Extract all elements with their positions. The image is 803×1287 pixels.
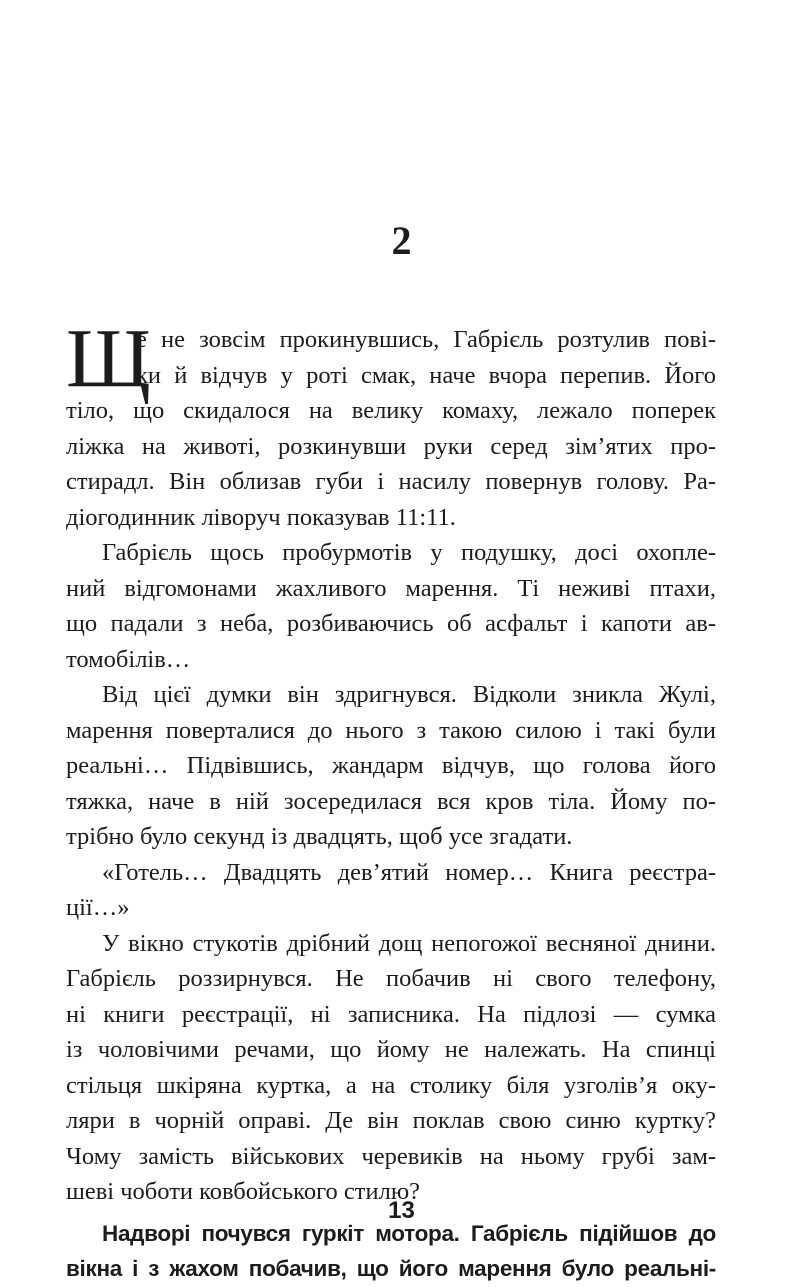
paragraph-4 (66, 855, 716, 926)
text-line: діогодинник ліворуч показував 11:11. (66, 503, 456, 531)
text-line: ції…» (66, 894, 130, 921)
text-line: Габрієль щось пробурмотів у подушку, досі охопле- (102, 539, 716, 566)
text-line: шеві чоботи ковбойського стилю? (66, 1178, 420, 1205)
text-line: томобілів… (66, 645, 191, 673)
paragraph-2 (66, 535, 716, 677)
text-line: стирадл. Він облизав губи і насилу повернув голову. Ра- (66, 468, 716, 495)
text-line: стільця шкіряна куртка, а на столику біля узголів’я оку- (66, 1071, 716, 1099)
paragraph-1 (66, 312, 716, 535)
page-number: 13 (388, 1197, 415, 1224)
text-line: ляри в чорній оправі. Де він поклав свою синю куртку? (66, 1107, 716, 1134)
text-line: що падали з неба, розбиваючись об асфальт і капоти ав- (66, 610, 716, 637)
text-line: тіло, що скидалося на велику комаху, лежало поперек (66, 397, 716, 424)
text-line: Габрієль роззирнувся. Не побачив ні свого телефону, (66, 965, 716, 992)
text-line: марення поверталися до нього з такою силою і такі були (66, 716, 716, 744)
text-line: У вікно стукотів дрібний дощ непогожої весняної днини. (102, 929, 716, 957)
text-line: трібно було секунд із двадцять, щоб усе згадати. (66, 823, 573, 850)
chapter-number: 2 (391, 218, 412, 263)
text-line: Чому замість військових черевиків на ньому грубі зам- (66, 1142, 716, 1170)
paragraph-3 (66, 677, 716, 855)
text-line: тяжка, наче в ній зосередилася вся кров тіла. Йому по- (66, 787, 716, 815)
chapter-text (66, 312, 716, 1287)
dropcap-row (66, 312, 716, 405)
text-line: ний відгомонами жахливого марення. Ті неживі птахи, (66, 574, 716, 602)
paragraph-6 (66, 1216, 716, 1287)
text-line: реальні… Підвівшись, жандарм відчув, що голова його (66, 752, 716, 779)
text-line: Надворі почувся гуркіт мотора. Габрієль підійшов до (102, 1220, 716, 1246)
paragraph-5 (66, 926, 716, 1210)
text-line: ки й відчув у роті смак, наче вчора перепив. Його (136, 361, 716, 389)
text-line: із чоловічими речами, що йому не належать. На спинці (66, 1036, 716, 1063)
text-line: ні книги реєстрації, ні записника. На підлозі — сумка (66, 1000, 716, 1028)
text-line: Від цієї думки він здригнувся. Відколи зникла Жулі, (102, 681, 716, 708)
text-line: вікна і з жахом побачив, що його марення було реальні- (66, 1256, 716, 1281)
text-line: е не зовсім прокинувшись, Габрієль розтулив пові- (136, 326, 716, 353)
text-line: ліжка на животі, розкинувши руки серед зім’ятих про- (66, 432, 716, 460)
text-line: «Готель… Двадцять дев’ятий номер… Книга реєстра- (102, 858, 716, 886)
drop-cap: Щ (66, 312, 151, 405)
